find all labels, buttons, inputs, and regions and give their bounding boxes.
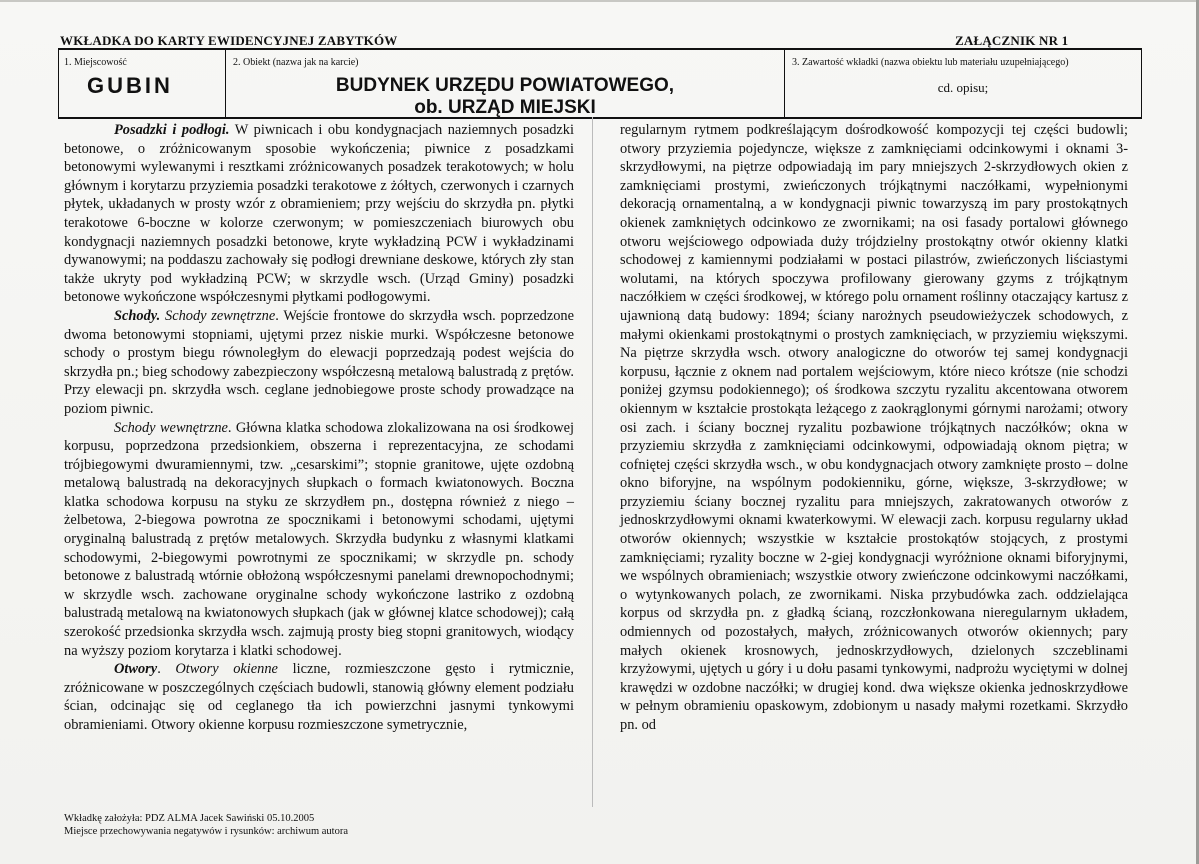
footer-storage: Miejsce przechowywania negatywów i rysunków: archiwum autora [64,826,348,837]
left-text-column [64,121,574,735]
text-exterior-stairs: . Wejście frontowe do skrzydła wsch. poprzedzone dwoma betonowymi stopniami, ujętymi przez niskie murki. Współczesne betonowe schody o prostym biegu równoległym do elewacji poprzedzają podest wejścia do skrzydła pn.; bieg schodowy zabezpieczony współczesną metalową balustradą z prętów. Przy elewacji pn. skrzydła wsch. ceglane jednobiegowe proste schody prowadzące na poziom piwnic. [64,307,575,417]
content-value: cd. opisu; [937,80,989,95]
text-floors: W piwnicach i obu kondygnacjach naziemnych posadzki betonowe, o zróżnicowanym sposobie wykończenia; piwnice z posadzkami betonowymi wylewanymi i resztkami zróżnicowanych posadzek terakotowych; w holu głównym i korytarzu przyziemia posadzki terakotowe z żółtych, czerwonych i czarnych płytek, układanych w prosty wzór z obramieniem; przy wejściu do skrzydła pn. płytki terakotowe 6-boczne w kolorze czerwonym; w pomieszczeniach biurowych obu kondygnacji naziemnych posadzki betonowe, kryte wykładziną PCW i wykładzinami dywanowymi; na poddaszu zachowały się podłogi drewniane deskowe, których zły stan także ukryty pod wykładziną PCW; w skrzydle wsch. (Urząd Gminy) posadzki betonowe wykończone współczesnymi płytkami podłogowymi. [64,122,574,306]
column-gutter [592,117,593,807]
form-frame-right [1141,48,1142,119]
text-interior-stairs: . Główna klatka schodowa zlokalizowana na osi środkowej korpusu, poprzedzona przedsionkiem, obszerna i reprezentacyjna, ze schodami trójbiegowymi dwuramiennymi, tzw. „cesarskimi”; stopnie granitowe, ujęte ozdobną metalową balustradą na dekoracyjnych słupkach o formach kwiatonowych. Boczna klatka schodowa korpusu na styku ze skrzydłem pn., dostępna również z niego – żelbetowa, 2-biegowa powrotna ze spocznikami i betonowymi schodami, ujętymi oryginalną balustradą z prętów metalowych. Skrzydła budynku z własnymi klatkami schodowymi, 2-biegowymi powrotnymi ze spocznikami; w skrzydle pn. schody betonowe z balustradą wtórnie obłożoną współczesnymi panelami drewnopochodnymi; w skrzydle wsch. zachowane oryginalne schody wykończone lastriko z ozdobną balustradą metalową na kwiatonowych słupkach (jak w głównej klatce schodowej); całą szerokość przedsionka skrzydła wsch. zajmują prosty bieg stopni granitowych, wiodący na wyższy poziom korytarza i klatki schodowej. [64,419,574,659]
heading-openings: Otwory [114,661,158,678]
town-label: 1. Miejscowość [64,57,127,68]
paragraph-stairs-interior [64,419,574,661]
object-name-line1: BUDYNEK URZĘDU POWIATOWEGO, [335,75,675,96]
footer-author: Wkładkę założyła: PDZ ALMA Jacek Sawiński 05.10.2005 [64,813,315,824]
town-value: GUBIN [87,73,173,98]
form-frame-top [58,48,1142,50]
subheading-exterior-stairs: Schody zewnętrzne [160,307,276,324]
heading-openings-dot: . [157,661,176,678]
object-name-line2: ob. URZĄD MIEJSKI [414,97,596,117]
text-window-openings: liczne, rozmieszczone gęsto i rytmicznie, zróżnicowane w poszczególnych częściach budowli, stanowią główny element podziału ścian, odcinając się od ceglanego tła ich powierzchni jasnymi tynkowymi obramieniami. Otwory okienne korpusu rozmieszczone symetrycznie, [64,661,574,733]
document-title: WKŁADKA DO KARTY EWIDENCYJNEJ ZABYTKÓW [60,33,398,48]
subheading-interior-stairs: Schody wewnętrzne [114,419,228,436]
paragraph-openings-continued: regularnym rytmem podkreślającym dośrodkowość kompozycji tej części budowli; otwory przyziemia pojedyncze, większe z zamknięciami odcinkowymi i oknami 3-skrzydłowymi, na piętrze odpowiadają im pary mniejszych 2-skrzydłowych okien z zamknięciami prostymi, zwieńczonych trójkątnymi naczółkami, wypełnionymi dekoracją ornamentalną, a w kondygnacji piwnic towarzyszą im pary prostokątnych okienek zamkniętych odcinkowo ze zwornikami; na osi fasady portalowi głównego otworu wejściowego odpowiada duży trójdzielny prostokątny otwór okienny klatki schodowej z kamiennymi podziałami w postaci pilastrów, zwieńczonych liściastymi wolutami, na których spoczywa profilowany gierowany gzyms z trójkątnym naczółkiem w części środkowej, w którego polu ornament roślinny otaczający kartusz z ujawnioną datą budowy: 1894; ściany narożnych pseudowieżyczek schodowych, z małymi okienkami prostokątnymi o prostych zamknięciach, w przyziemiu większymi. Na piętrze skrzydła wsch. otwory analogiczne do otworów tej samej kondygnacji korpusu, łącznie z oknem nad portalem wejściowym, które nieco krótsze (nie schodzi poniżej gzymsu podokiennego); oś środkowa szczytu ryzalitu akcentowana otworem okiennym w kształcie prostokąta leżącego z zaokrąglonymi górnymi narożami; otwory osi zach. i ściany bocznej ryzalitu pozbawione trójkątnych naczółków; okna w przyziemiu skrzydła z zamknięciami odcinkowymi, odpowiadają oknom piętra; w cofniętej części skrzydła wsch., w obu kondygnacjach otwory zamknięte prosto – dolne okno biforyjne, na wspólnym podokienniku, górne, większe, 3-skrzydłowe; w przyziemiu ściany bocznej ryzalitu para mniejszych, zakratowanych otworów z jednoskrzydłowymi oknami kwaterkowymi. W elewacji zach. korpusu regularny układ otworów okiennych; wszystkie w kształcie prostokątów stojących, z prostymi zamknięciami; ryzality boczne w 2-giej kondygnacji wyróżnione oknami biforyjnymi, we wspólnych obramieniach; wszystkie otwory zwieńczone odcinkowymi naczółkami, o wytynkowanych polach, ze zwornikami. Niska przybudówka zach. oddzielająca korpus od skrzydła pn. z gładką ścianą, rozczłonkowana nieregularnym układem, odmiennych od pozostałych, małych, zróżnicowanych otworów okiennych; pary małych okienek krosnowych, jednoskrzydłowych, dzielonych szczeblinami krzyżowymi, ujętych u góry i u dołu pasami tynkowymi, nadprożu wyciętymi w dolnej krawędzi w ozdobne naczółki; w drugiej kond. dwa większe okienka jednoskrzydłowe w pełnym obramieniu opaskowym, zdobionym u nasady małymi rozetkami. Skrzydło pn. od [620,122,1128,733]
form-frame-bottom [58,117,1142,119]
heading-stairs: Schody. [114,307,161,324]
content-label: 3. Zawartość wkładki (nazwa obiektu lub materiału uzupełniającego) [792,57,1069,68]
heading-floors: Posadzki i podłogi. [114,122,230,138]
subheading-window-openings: Otwory okienne [175,661,278,678]
paragraph-openings [64,660,574,734]
right-text-column [620,121,1128,735]
object-label: 2. Obiekt (nazwa jak na karcie) [233,57,359,68]
paragraph-floors [64,121,574,307]
form-frame-left [58,48,59,119]
scan-top-edge [0,0,1199,2]
paragraph-stairs-exterior [64,307,574,419]
annex-number: ZAŁĄCZNIK NR 1 [955,33,1069,48]
